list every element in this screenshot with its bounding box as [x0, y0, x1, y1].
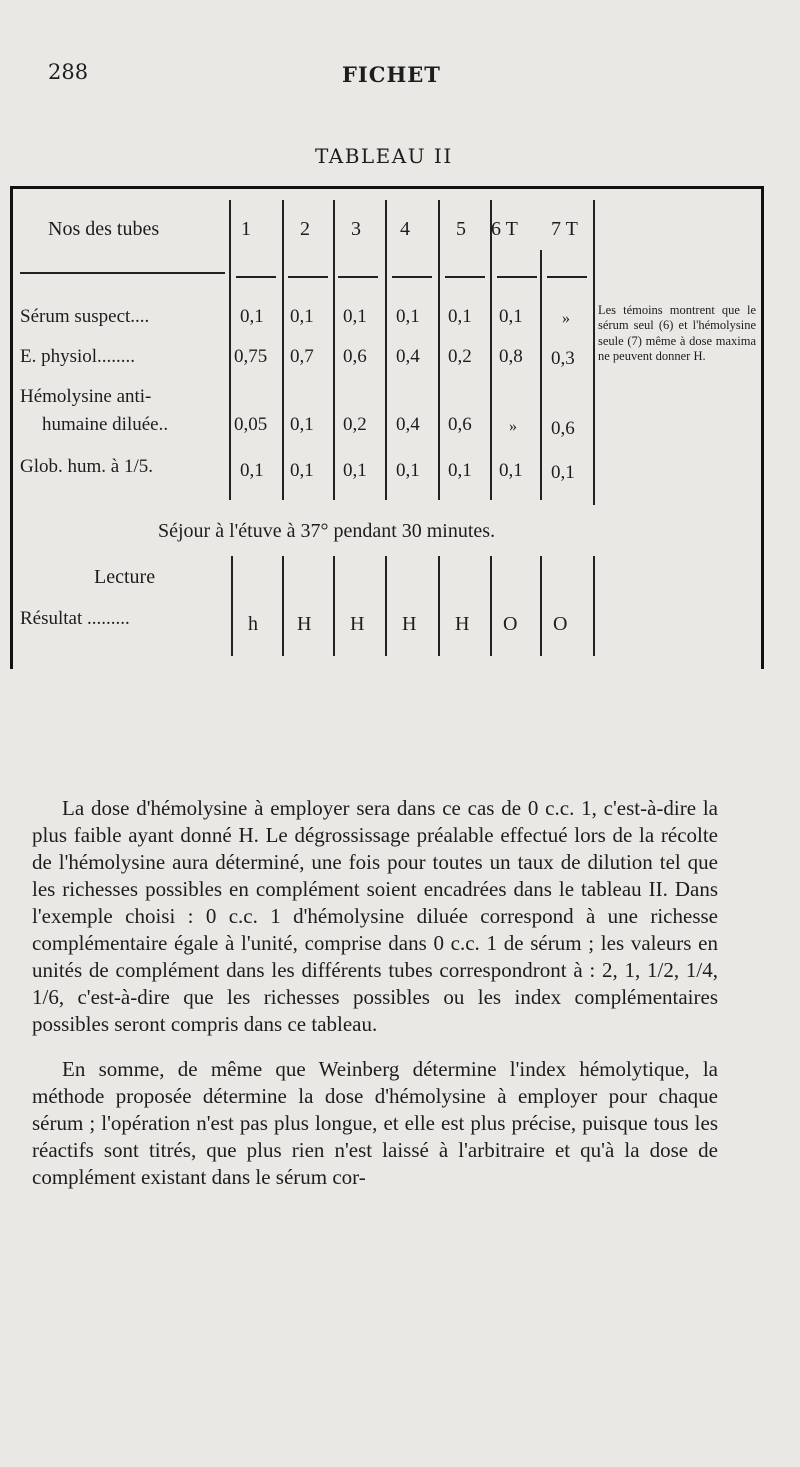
column-separator — [490, 200, 492, 500]
header-rule — [338, 276, 378, 278]
table-cell: 0,1 — [448, 460, 472, 481]
row-label: Hémolysine anti- — [20, 386, 152, 407]
table-cell: 0,75 — [234, 346, 268, 367]
table-cell: 0,1 — [290, 460, 314, 481]
column-separator — [540, 556, 542, 656]
table-cell: 0,05 — [234, 414, 268, 435]
column-separator — [438, 200, 440, 500]
table-note: Les témoins montrent que le sérum seul (6) et l'hémolysine seule (7) même à dose maxima ne peuvent donner H. — [598, 303, 756, 363]
result-cell: O — [553, 613, 568, 635]
column-separator — [438, 556, 440, 656]
row-label: Glob. hum. à 1/5. — [20, 456, 153, 477]
column-separator — [282, 200, 284, 500]
column-separator — [540, 250, 542, 500]
column-header: 4 — [400, 218, 410, 240]
result-cell: H — [297, 613, 312, 635]
table-cell: 0,7 — [290, 346, 314, 367]
table-cell: 0,1 — [343, 460, 367, 481]
column-separator — [490, 556, 492, 656]
column-separator — [593, 200, 595, 505]
table-cell: » — [509, 418, 517, 435]
column-separator — [385, 200, 387, 500]
result-cell: H — [350, 613, 365, 635]
page-number: 288 — [48, 60, 89, 84]
result-cell: H — [402, 613, 417, 635]
incubation-line: Séjour à l'étuve à 37° pendant 30 minutes. — [158, 520, 496, 542]
result-label: Résultat ......... — [20, 608, 130, 629]
table-cell: 0,1 — [499, 306, 523, 327]
column-separator — [229, 200, 231, 500]
column-separator — [333, 200, 335, 500]
table-cell: 0,1 — [396, 306, 420, 327]
row-label: Sérum suspect.... — [20, 306, 150, 327]
table-cell: 0,1 — [499, 460, 523, 481]
running-head: FICHET — [342, 62, 441, 87]
header-rule — [20, 272, 225, 274]
row-label: E. physiol........ — [20, 346, 136, 367]
column-header: 2 — [300, 218, 310, 240]
table-cell: 0,1 — [290, 414, 314, 435]
table-cell: 0,1 — [343, 306, 367, 327]
table-cell: 0,4 — [396, 414, 420, 435]
header-rule — [497, 276, 537, 278]
column-header: 6 T — [491, 218, 518, 240]
column-separator — [385, 556, 387, 656]
reading-label: Lecture — [94, 566, 156, 588]
header-rule — [288, 276, 328, 278]
header-rule — [547, 276, 587, 278]
table-cell: 0,6 — [343, 346, 367, 367]
table-title: TABLEAU II — [315, 144, 453, 168]
table-cell: 0,2 — [448, 346, 472, 367]
table-cell: 0,4 — [396, 346, 420, 367]
table-cell: 0,6 — [448, 414, 472, 435]
page-header — [0, 58, 800, 98]
column-header: 7 T — [551, 218, 578, 240]
table-cell: 0,1 — [396, 460, 420, 481]
column-separator — [593, 556, 595, 656]
table-cell: 0,8 — [499, 346, 523, 367]
column-header-label: Nos des tubes — [48, 218, 160, 240]
column-header: 3 — [351, 218, 361, 240]
table-cell: 0,2 — [343, 414, 367, 435]
header-rule — [236, 276, 276, 278]
table-cell: 0,1 — [290, 306, 314, 327]
table-cell: 0,1 — [240, 460, 264, 481]
column-header: 1 — [241, 218, 251, 240]
column-separator — [231, 556, 233, 656]
table-cell: 0,3 — [551, 348, 575, 369]
result-cell: O — [503, 613, 518, 635]
table-cell: 0,1 — [240, 306, 264, 327]
header-rule — [392, 276, 432, 278]
table-cell: 0,1 — [448, 306, 472, 327]
paragraph: La dose d'hémolysine à employer sera dans ce cas de 0 c.c. 1, c'est-à-dire la plus faible ayant donné H. Le dégrossissage préalable effectué lors de la récolte de l'hémolysine aura déterminé, une fois pour toutes un taux de dilution tel que les richesses possibles en complément soient encadrées dans le tableau II. Dans l'exemple choisi : 0 c.c. 1 d'hémolysine diluée correspond à une richesse complémentaire égale à l'unité, comprise dans 0 c.c. 1 de sérum ; les valeurs en unités de complément dans les différents tubes correspondront à : 2, 1, 1/2, 1/4, 1/6, c'est-à-dire que les richesses possibles ou les index complémentaires possibles seront compris dans ce tableau. — [32, 796, 718, 1036]
table-cell: 0,6 — [551, 418, 575, 439]
header-rule — [445, 276, 485, 278]
row-label: humaine diluée.. — [42, 414, 169, 435]
paragraph: En somme, de même que Weinberg détermine l'index hémolytique, la méthode proposée détermine la dose d'hémolysine à employer pour chaque sérum ; l'opération n'est pas plus longue, et elle est plus précise, puisque tous les réactifs sont titrés, que plus rien n'est laissé à l'arbitraire et qu'à la dose de complément existant dans le sérum cor- — [32, 1057, 718, 1189]
table-cell: » — [562, 310, 570, 327]
column-separator — [282, 556, 284, 656]
result-cell: h — [248, 613, 258, 635]
table-cell: 0,1 — [551, 462, 575, 483]
result-cell: H — [455, 613, 470, 635]
body-text — [32, 795, 718, 1191]
column-separator — [333, 556, 335, 656]
column-header: 5 — [456, 218, 466, 240]
